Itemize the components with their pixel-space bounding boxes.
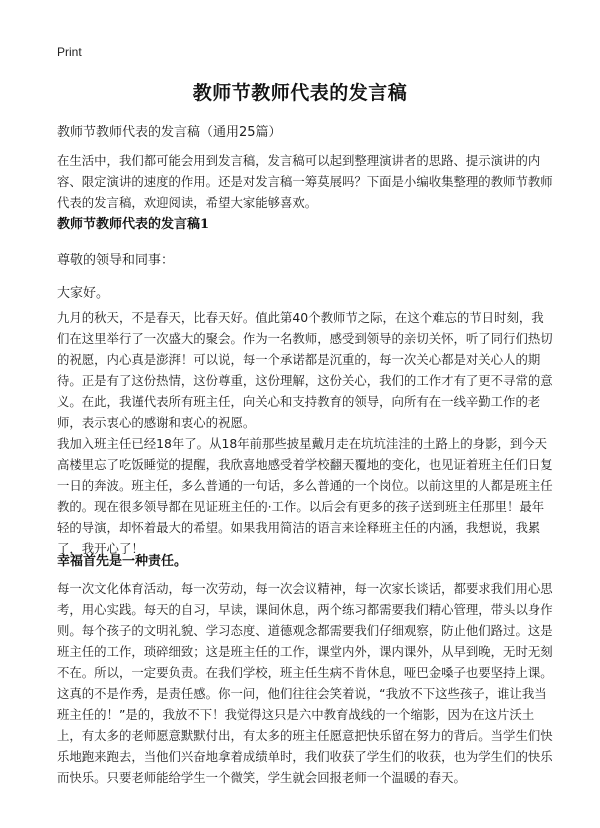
page-title: 教师节教师代表的发言稿 bbox=[192, 82, 408, 104]
intro-paragraph: 在生活中，我们都可能会用到发言稿，发言稿可以起到整理演讲者的思路、提示演讲的内容、限定演讲的速度的作用。还是对发言稿一筹莫展吗？下面是小编收集整理的教师节教师代表的发言稿，欢迎阅读，希望大家能够喜欢。 bbox=[57, 153, 553, 210]
section-heading-1: 教师节教师代表的发言稿1 bbox=[57, 217, 210, 232]
body-paragraph-2: 我加入班主任已经18年了。从18年前那些披星戴月走在坑坑洼洼的土路上的身影，到今天高楼里忘了吃饭睡觉的提醒，我欣喜地感受着学校翻天覆地的变化，也见证着班主任们日复一日的奔波。班主任，多么普通的一句话，多么普通的一个岗位。以前这里的人都是班主任教的。现在很多领导都在见证班主任的·工作。以后会有更多的孩子送到班主任那里！最年轻的导演，却怀着最大的希望。如果我用简洁的语言来诠释班主任的内涵，我想说，我累了，我开心了！ bbox=[57, 436, 553, 556]
article-subtitle: 教师节教师代表的发言稿（通用25篇） bbox=[57, 125, 282, 140]
greeting-line: 尊敬的领导和同事： bbox=[57, 253, 175, 268]
section-heading-2: 幸福首先是一种责任。 bbox=[57, 554, 188, 569]
print-link[interactable]: Print bbox=[57, 45, 82, 59]
greeting-line-2: 大家好。 bbox=[57, 286, 110, 301]
body-paragraph-1: 九月的秋天，不是春天，比春天好。值此第40个教师节之际，在这个难忘的节日时刻，我们在这里举行了一次盛大的聚会。作为一名教师，感受到领导的亲切关怀，听了同行们热切的祝愿，内心真是澎湃！可以说，每一个承诺都是沉重的，每一次关心都是对关心人的期待。正是有了这份热情，这份尊重，这份理解，这份关心，我们的工作才有了更不寻常的意义。在此，我谨代表所有班主任，向关心和支持教育的领导，向所有在一线辛勤工作的老师，表示衷心的感谢和衷心的祝愿。 bbox=[57, 310, 553, 430]
body-paragraph-3: 每一次文化体育活动，每一次劳动，每一次会议精神，每一次家长谈话，都要求我们用心思考，用心实践。每天的自习，早读，课间休息，两个练习都需要我们精心管理，带头以身作则。每个孩子的文明礼貌、学习态度、道德观念都需要我们仔细观察，防止他们路过。这是班主任的工作，琐碎细致；这是班主任的工作，课堂内外，课内课外，从早到晚，无时无刻不在。所以，一定要负责。在我们学校，班主任生病不肯休息，哑巴金嗓子也要坚持上课。这真的不是作秀，是责任感。你一问，他们往往会笑着说，“我放不下这些孩子，谁让我当班主任的！”是的，我放不下！我觉得这只是六中教育战线的一个缩影，因为在这片沃土上，有太多的老师愿意默默付出，有太多的班主任愿意把快乐留在努力的背后。当学生们快乐地跑来跑去，当他们兴奋地拿着成绩单时，我们收获了学生们的收获，也为学生们的快乐而快乐。只要老师能给学生一个微笑，学生就会回报老师一个温暖的春天。 bbox=[57, 581, 553, 785]
